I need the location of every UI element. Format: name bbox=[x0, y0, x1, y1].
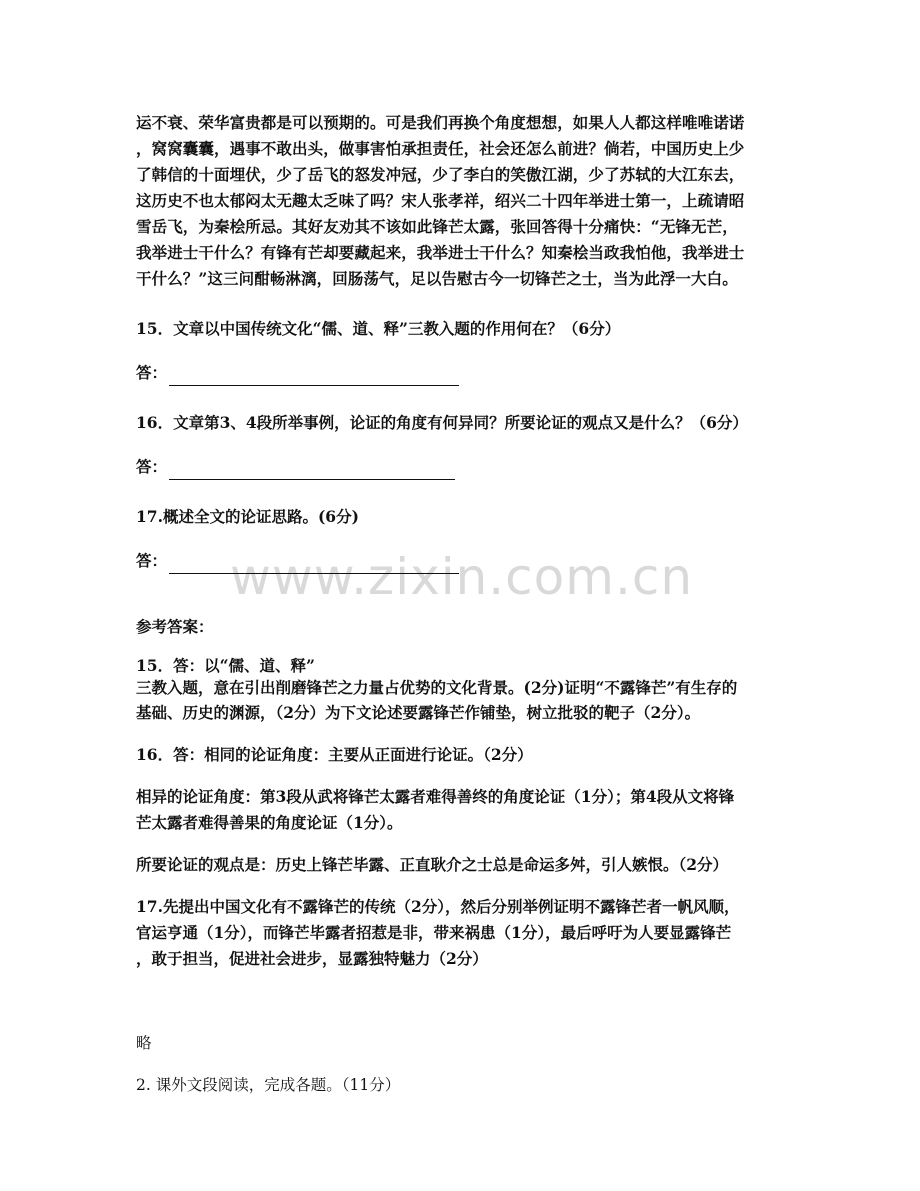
answer-blank-16[interactable] bbox=[169, 461, 455, 480]
answer-line-17 bbox=[136, 548, 796, 574]
answer-17-line: 官运亨通（1分），而锋芒毕露者招惹是非，带来祸患（1分），最后呼吁为人要显露锋芒 bbox=[136, 923, 732, 942]
omitted-note: 略 bbox=[136, 1034, 152, 1052]
passage-line: 雪岳飞，为秦桧所忌。其好友劝其不该如此锋芒太露，张回答得十分痛快：“无锋无芒， bbox=[136, 217, 738, 236]
answer-16-line: 相异的论证角度：第3段从武将锋芒太露者难得善终的角度论证（1分）；第4段从文将锋 bbox=[136, 787, 735, 806]
answer-label: 答： bbox=[136, 363, 168, 382]
passage-line: 干什么？”这三问酣畅淋漓，回肠荡气，足以告慰古今一切锋芒之士，当为此浮一大白。 bbox=[136, 269, 738, 288]
passage-line: 了韩信的十面埋伏，少了岳飞的怒发冲冠，少了李白的笑傲江湖，少了苏轼的大江东去， bbox=[136, 165, 745, 184]
answer-line-15 bbox=[136, 360, 796, 386]
answer-label: 答： bbox=[136, 551, 168, 570]
answer-line-16 bbox=[136, 454, 796, 480]
answer-16-line: 所要论证的观点是：历史上锋芒毕露、正直耿介之士总是命运多舛，引人嫉恨。（2分） bbox=[136, 855, 729, 874]
watermark: www.zixin.com.cn bbox=[230, 548, 694, 606]
passage bbox=[136, 110, 796, 292]
answer-17-line: 17.先提出中国文化有不露锋芒的传统（2分），然后分别举例证明不露锋芒者一帆风顺， bbox=[136, 897, 740, 916]
question-15: 15．文章以中国传统文化“儒、道、释”三教入题的作用何在？（6分） bbox=[136, 319, 621, 338]
answer-16-line: 芒太露者难得善果的角度论证（1分）。 bbox=[136, 813, 403, 832]
answer-blank-17[interactable] bbox=[169, 555, 459, 574]
passage-line: ，窝窝囊囊，遇事不敢出头，做事害怕承担责任，社会还怎么前进？倘若，中国历史上少 bbox=[136, 139, 745, 158]
passage-line: 运不衰、荣华富贵都是可以预期的。可是我们再换个角度想想，如果人人都这样唯唯诺诺 bbox=[136, 113, 745, 132]
passage-line: 这历史不也太郁闷太无趣太乏味了吗？宋人张孝祥，绍兴二十四年举进士第一，上疏请昭 bbox=[136, 191, 745, 210]
answer-label: 答： bbox=[136, 457, 168, 476]
section-2-heading: 2. 课外文段阅读，完成各题。（11分） bbox=[136, 1076, 401, 1094]
question-17: 17.概述全文的论证思路。(6分) bbox=[136, 507, 359, 526]
document-page bbox=[136, 110, 796, 1098]
passage-line: 我举进士干什么？有锋有芒却要藏起来，我举进士干什么？知秦桧当政我怕他，我举进士 bbox=[136, 243, 745, 262]
reference-heading: 参考答案： bbox=[136, 617, 214, 636]
answer-16-line: 16．答：相同的论证角度：主要从正面进行论证。（2分） bbox=[136, 745, 533, 764]
answer-15-line: 基础、历史的渊源，（2分）为下文论述要露锋芒作铺垫，树立批驳的靶子（2分）。 bbox=[136, 703, 701, 722]
answer-blank-15[interactable] bbox=[169, 367, 459, 386]
answer-15-line: 三教入题，意在引出削磨锋芒之力量占优势的文化背景。(2分)证明“不露锋芒”有生存的 bbox=[136, 678, 738, 697]
answer-16-differences bbox=[136, 784, 796, 836]
answer-15 bbox=[136, 656, 796, 726]
answer-17 bbox=[136, 894, 796, 972]
answer-17-line: ，敢于担当，促进社会进步，显露独特魅力（2分） bbox=[136, 949, 488, 968]
answer-15-line: 15．答：以“儒、道、释” bbox=[136, 656, 315, 675]
question-16: 16．文章第3、4段所举事例，论证的角度有何异同？所要论证的观点又是什么？（6分） bbox=[136, 413, 748, 432]
